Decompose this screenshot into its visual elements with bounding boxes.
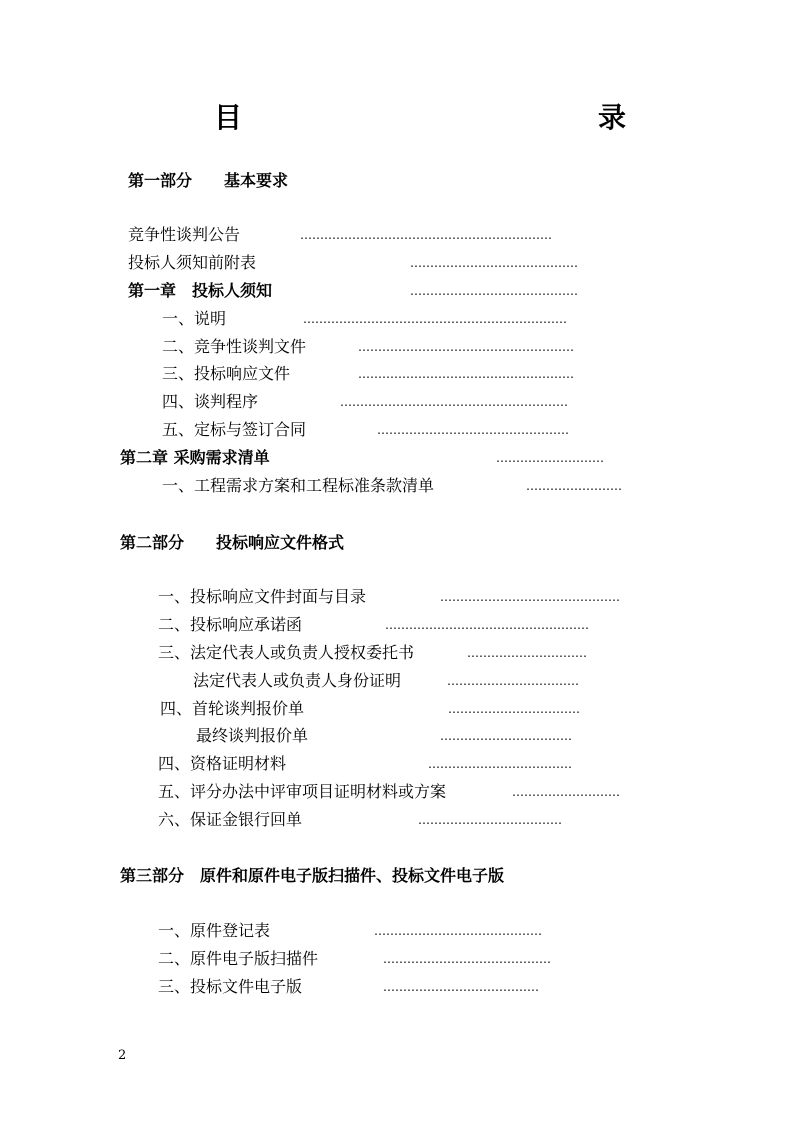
page-number: 2 — [118, 1048, 127, 1063]
toc-heading-chapter-2[interactable]: 第二章 采购需求清单 — [120, 448, 270, 467]
toc-heading-part-1[interactable]: 第一部分 基本要求 — [128, 171, 289, 190]
toc-entry[interactable]: 五、评分办法中评审项目证明材料或方案 — [158, 782, 447, 801]
toc-entry[interactable]: 三、法定代表人或负责人授权委托书 — [158, 643, 415, 662]
toc-entry[interactable]: 三、投标文件电子版 — [158, 977, 303, 996]
toc-leader-dots: ………………………… — [467, 646, 587, 660]
toc-leader-dots: …………………………………… — [374, 924, 542, 938]
toc-leader-dots: ………………………………………………………… — [303, 312, 567, 326]
toc-entry[interactable]: 一、投标响应文件封面与目录 — [158, 587, 367, 606]
toc-entry[interactable]: 一、工程需求方案和工程标准条款清单 — [162, 476, 435, 495]
toc-leader-dots: ……………………………… — [418, 813, 562, 827]
toc-entry[interactable]: 四、首轮谈判报价单 — [160, 699, 305, 718]
toc-leader-dots: …………………………… — [447, 674, 579, 688]
toc-entry[interactable]: 三、投标响应文件 — [162, 364, 291, 383]
toc-entry[interactable]: 投标人须知前附表 — [128, 253, 257, 272]
toc-entry[interactable]: 二、原件电子版扫描件 — [158, 949, 319, 968]
toc-entry[interactable]: 一、说明 — [162, 309, 227, 328]
toc-leader-dots: ……………………………………………… — [358, 367, 574, 381]
toc-leader-dots: …………………………………… — [410, 256, 578, 270]
toc-leader-dots: ……………………………………………… — [358, 340, 574, 354]
toc-leader-dots: …………………… — [526, 479, 622, 493]
toc-leader-dots: …………………………………… — [410, 284, 578, 298]
toc-leader-dots: …………………………… — [440, 729, 572, 743]
toc-leader-dots: …………………………………… — [383, 952, 551, 966]
toc-leader-dots: ……………………………… — [428, 757, 572, 771]
toc-leader-dots: ……………………… — [496, 451, 604, 465]
toc-entry[interactable]: 二、竞争性谈判文件 — [162, 337, 307, 356]
toc-heading-part-2[interactable]: 第二部分 投标响应文件格式 — [120, 533, 345, 552]
toc-entry[interactable]: 法定代表人或负责人身份证明 — [193, 671, 402, 690]
toc-entry[interactable]: 二、投标响应承诺函 — [158, 615, 303, 634]
toc-entry[interactable]: 一、原件登记表 — [158, 921, 271, 940]
toc-entry[interactable]: 五、定标与签订合同 — [162, 420, 307, 439]
toc-heading-chapter-1[interactable]: 第一章 投标人须知 — [128, 281, 273, 300]
toc-entry[interactable]: 四、资格证明材料 — [158, 754, 287, 773]
toc-entry[interactable]: 竞争性谈判公告 — [128, 225, 241, 244]
page-title: 目 录 — [213, 101, 726, 134]
toc-entry[interactable]: 六、保证金银行回单 — [158, 810, 303, 829]
toc-leader-dots: ……………………… — [512, 785, 620, 799]
toc-leader-dots: …………………………… — [448, 702, 580, 716]
toc-entry[interactable]: 四、谈判程序 — [162, 392, 259, 411]
toc-leader-dots: ……………………………………… — [440, 590, 620, 604]
toc-leader-dots: …………………………………………… — [385, 618, 589, 632]
toc-heading-part-3[interactable]: 第三部分 原件和原件电子版扫描件、投标文件电子版 — [120, 866, 505, 885]
toc-entry[interactable]: 最终谈判报价单 — [196, 726, 309, 745]
toc-leader-dots: ……………………………………………………… — [300, 228, 552, 242]
toc-leader-dots: ………………………………… — [383, 980, 539, 994]
toc-leader-dots: ………………………………………… — [377, 423, 569, 437]
toc-leader-dots: ………………………………………………… — [340, 395, 568, 409]
